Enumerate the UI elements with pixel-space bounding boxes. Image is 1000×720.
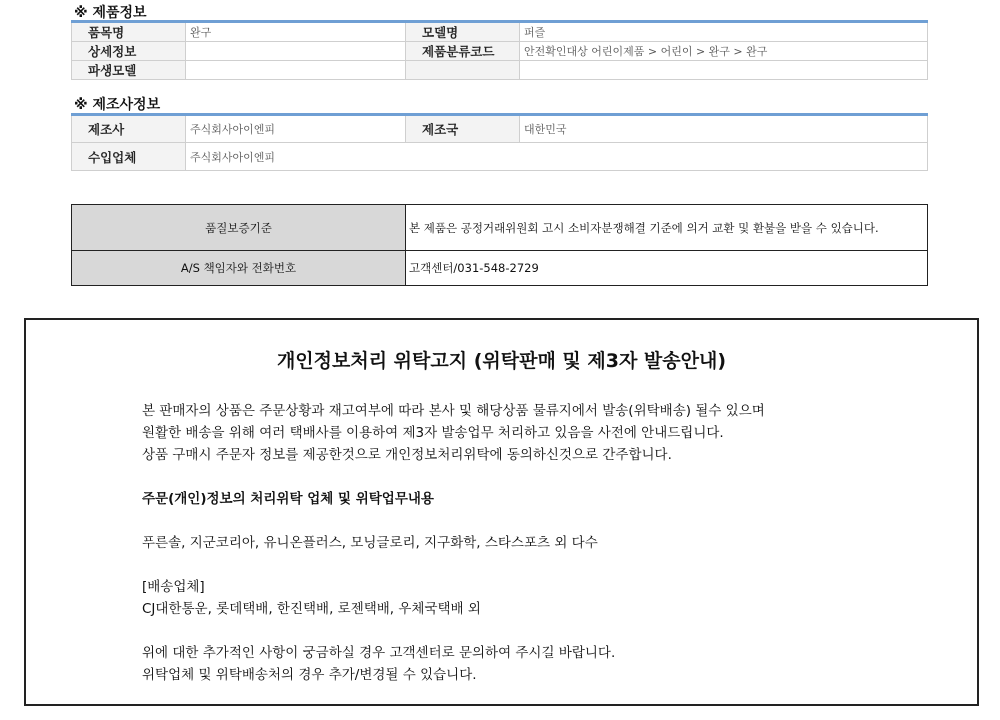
value-manufacturer: 주식회사아이엔피 bbox=[186, 115, 406, 143]
delivery-heading: [배송업체] bbox=[142, 579, 205, 595]
label-empty bbox=[406, 61, 520, 80]
outsourcing-subheading: 주문(개인)정보의 처리위탁 업체 및 위탁업무내용 bbox=[142, 491, 434, 507]
value-detail bbox=[186, 42, 406, 61]
maker-section-title: ※ 제조사정보 bbox=[74, 97, 161, 113]
value-derived-model bbox=[186, 61, 406, 80]
value-quality-standard: 본 제품은 공정거래위원회 고시 소비자분쟁해결 기준에 의거 교환 및 환불을 받을 수 있습니다. bbox=[406, 205, 928, 251]
intro-line: 원활한 배송을 위해 여러 택배사를 이용하여 제3자 발송업무 처리하고 있음을 사전에 안내드립니다. bbox=[142, 425, 724, 441]
label-country: 제조국 bbox=[406, 115, 520, 143]
table-row bbox=[72, 143, 928, 171]
notice-title: 개인정보처리 위탁고지 (위탁판매 및 제3자 발송안내) bbox=[276, 350, 727, 372]
value-empty bbox=[520, 61, 928, 80]
table-row bbox=[72, 42, 928, 61]
product-info-table bbox=[71, 20, 928, 80]
table-row bbox=[72, 205, 928, 251]
label-importer: 수입업체 bbox=[72, 143, 186, 171]
intro-line: 상품 구매시 주문자 정보를 제공한것으로 개인정보처리위탁에 동의하신것으로 간주합니다. bbox=[142, 447, 672, 463]
label-derived-model: 파생모델 bbox=[72, 61, 186, 80]
value-importer: 주식회사아이엔피 bbox=[186, 143, 928, 171]
label-category-code: 제품분류코드 bbox=[406, 42, 520, 61]
intro-line: 본 판매자의 상품은 주문상황과 재고여부에 따라 본사 및 해당상품 물류지에서 발송(위탁배송) 될수 있으며 bbox=[142, 403, 765, 419]
label-item-name: 품목명 bbox=[72, 22, 186, 42]
table-row bbox=[72, 61, 928, 80]
label-detail: 상세정보 bbox=[72, 42, 186, 61]
label-model-name: 모델명 bbox=[406, 22, 520, 42]
table-row bbox=[72, 251, 928, 286]
quality-table bbox=[71, 204, 928, 286]
closing-line: 위에 대한 추가적인 사항이 궁금하실 경우 고객센터로 문의하여 주시길 바랍니다. bbox=[142, 645, 616, 661]
maker-info-table bbox=[71, 113, 928, 171]
label-manufacturer: 제조사 bbox=[72, 115, 186, 143]
label-quality-standard: 품질보증기준 bbox=[72, 205, 406, 251]
value-model-name: 퍼즐 bbox=[520, 22, 928, 42]
product-section-title: ※ 제품정보 bbox=[74, 5, 147, 21]
value-category-code: 안전확인대상 어린이제품 > 어린이 > 완구 > 완구 bbox=[520, 42, 928, 61]
closing-line: 위탁업체 및 위탁배송처의 경우 추가/변경될 수 있습니다. bbox=[142, 667, 477, 683]
privacy-notice-box bbox=[24, 318, 979, 706]
value-country: 대한민국 bbox=[520, 115, 928, 143]
partner-list: 푸른솔, 지군코리아, 유니온플러스, 모닝글로리, 지구화학, 스타스포츠 외 다수 bbox=[142, 535, 598, 551]
table-row bbox=[72, 115, 928, 143]
table-row bbox=[72, 22, 928, 42]
label-as-contact: A/S 책임자와 전화번호 bbox=[72, 251, 406, 286]
value-as-contact: 고객센터/031-548-2729 bbox=[406, 251, 928, 286]
notice-body bbox=[142, 400, 962, 686]
delivery-list: CJ대한통운, 롯데택배, 한진택배, 로젠택배, 우체국택배 외 bbox=[142, 601, 481, 617]
value-item-name: 완구 bbox=[186, 22, 406, 42]
